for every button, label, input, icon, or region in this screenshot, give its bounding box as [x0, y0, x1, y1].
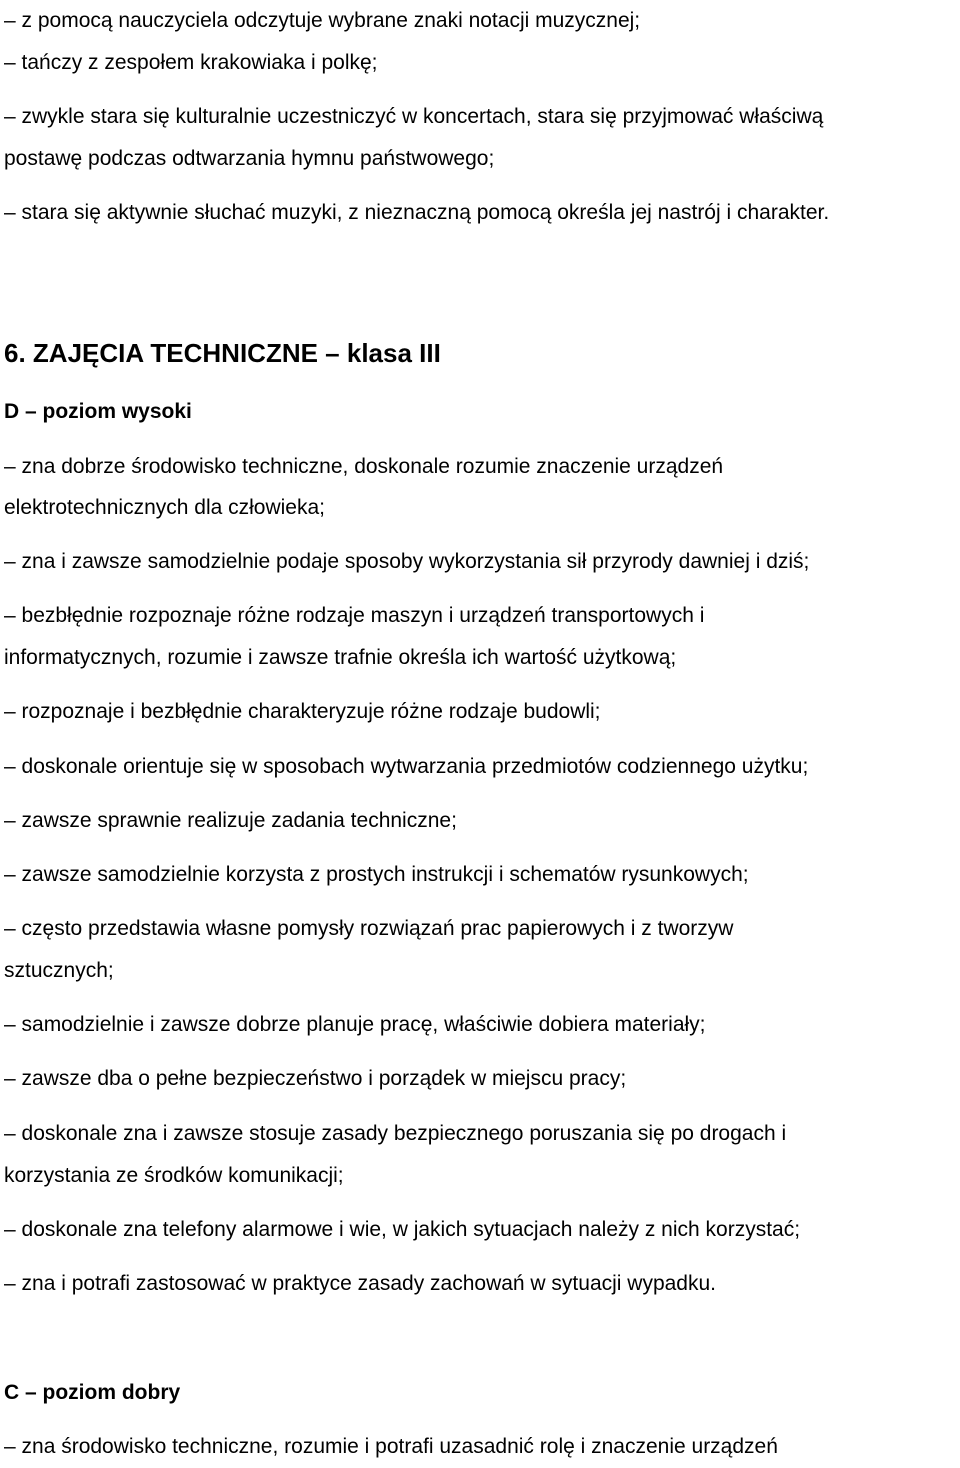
- list-item: – zawsze samodzielnie korzysta z prostych instrukcji i schematów rysunkowych;: [4, 863, 749, 886]
- list-item: – doskonale zna telefony alarmowe i wie, w jakich sytuacjach należy z nich korzystać;: [4, 1218, 801, 1241]
- list-item: – rozpoznaje i bezbłędnie charakteryzuje różne rodzaje budowli;: [4, 700, 601, 723]
- list-item: – zawsze dba o pełne bezpieczeństwo i porządek w miejscu pracy;: [4, 1067, 627, 1090]
- list-item: – zna i zawsze samodzielnie podaje sposoby wykorzystania sił przyrody dawniej i dziś;: [4, 550, 810, 573]
- list-item: – doskonale orientuje się w sposobach wytwarzania przedmiotów codziennego użytku;: [4, 755, 809, 778]
- list-item-continuation: korzystania ze środków komunikacji;: [4, 1164, 344, 1187]
- list-item: – zawsze sprawnie realizuje zadania techniczne;: [4, 809, 457, 832]
- list-item: – tańczy z zespołem krakowiaka i polkę;: [4, 51, 378, 74]
- section-title: 6. ZAJĘCIA TECHNICZNE – klasa III: [4, 338, 441, 368]
- list-item: – zna dobrze środowisko techniczne, doskonale rozumie znaczenie urządzeń: [4, 455, 724, 478]
- list-item-continuation: informatycznych, rozumie i zawsze trafnie określa ich wartość użytkową;: [4, 646, 677, 669]
- list-item: – zna środowisko techniczne, rozumie i potrafi uzasadnić rolę i znaczenie urządzeń: [4, 1435, 778, 1458]
- list-item: – zna i potrafi zastosować w praktyce zasady zachowań w sytuacji wypadku.: [4, 1272, 717, 1295]
- list-item-continuation: postawę podczas odtwarzania hymnu państwowego;: [4, 147, 495, 170]
- list-item-continuation: sztucznych;: [4, 959, 114, 982]
- list-item: – z pomocą nauczyciela odczytuje wybrane znaki notacji muzycznej;: [4, 9, 641, 32]
- list-item: – samodzielnie i zawsze dobrze planuje pracę, właściwie dobiera materiały;: [4, 1013, 706, 1036]
- list-item: – doskonale zna i zawsze stosuje zasady bezpiecznego poruszania się po drogach i: [4, 1122, 787, 1145]
- level-c-heading: C – poziom dobry: [4, 1381, 181, 1404]
- list-item-continuation: elektrotechnicznych dla człowieka;: [4, 496, 325, 519]
- list-item: – często przedstawia własne pomysły rozwiązań prac papierowych i z tworzyw: [4, 917, 734, 940]
- list-item: – zwykle stara się kulturalnie uczestniczyć w koncertach, stara się przyjmować właściwą: [4, 105, 824, 128]
- list-item: – bezbłędnie rozpoznaje różne rodzaje maszyn i urządzeń transportowych i: [4, 604, 705, 627]
- level-d-heading: D – poziom wysoki: [4, 400, 192, 423]
- list-item: – stara się aktywnie słuchać muzyki, z nieznaczną pomocą określa jej nastrój i charakter.: [4, 201, 830, 224]
